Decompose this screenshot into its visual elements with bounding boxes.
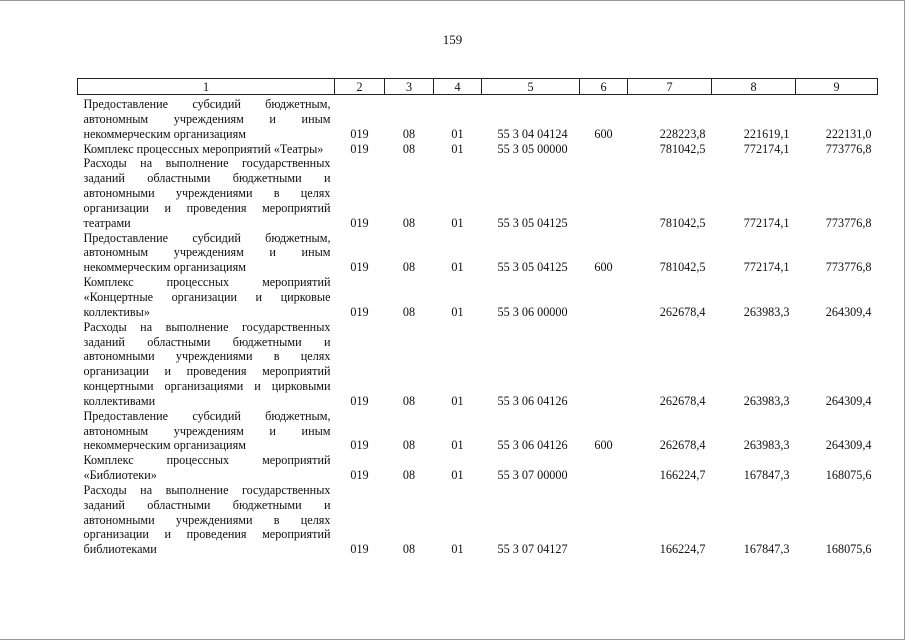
amount-col-8: 263983,3 — [743, 393, 790, 408]
page-number: 159 — [442, 32, 463, 47]
ministry-code: 019 — [350, 126, 369, 141]
amount-col-9: 773776,8 — [825, 215, 872, 230]
section-code: 08 — [402, 468, 416, 483]
subsection-code: 01 — [451, 141, 464, 156]
target-article-code: 55 3 05 04125 — [497, 215, 568, 230]
amount-col-9: 773776,8 — [825, 260, 872, 275]
expense-type-code — [580, 483, 628, 557]
section-code: 08 — [402, 304, 416, 319]
expense-type-code — [580, 275, 628, 320]
row-name: Комплекс процессных мероприятий «Библиотеки» — [83, 453, 331, 483]
amount-col-7: 166224,7 — [659, 468, 706, 483]
expense-type-code — [580, 142, 628, 157]
table-row — [78, 409, 878, 454]
header-col-5: 5 — [482, 79, 580, 95]
subsection-code: 01 — [451, 542, 464, 557]
amount-col-7: 166224,7 — [659, 542, 706, 557]
ministry-code: 019 — [350, 304, 369, 319]
amount-col-9: 264309,4 — [825, 438, 872, 453]
table-row — [78, 453, 878, 483]
amount-col-8: 772174,1 — [743, 141, 790, 156]
expense-type-code: 600 — [594, 126, 613, 141]
amount-col-8: 167847,3 — [743, 468, 790, 483]
ministry-code: 019 — [350, 542, 369, 557]
section-code: 08 — [402, 126, 416, 141]
row-name: Предоставление субсидий бюджетным, автономным учреждениям и иным некоммерческим организациям — [83, 408, 331, 453]
header-col-3: 3 — [385, 79, 434, 95]
row-name: Комплекс процессных мероприятий «Театры» — [83, 141, 324, 156]
amount-col-7: 262678,4 — [659, 393, 706, 408]
table-row — [78, 275, 878, 320]
target-article-code: 55 3 06 04126 — [497, 393, 568, 408]
amount-col-7: 781042,5 — [659, 141, 706, 156]
section-code: 08 — [402, 141, 416, 156]
expense-type-code — [580, 156, 628, 230]
amount-col-9: 168075,6 — [825, 468, 872, 483]
amount-col-7: 262678,4 — [659, 438, 706, 453]
ministry-code: 019 — [350, 260, 369, 275]
table-row — [78, 156, 878, 230]
ministry-code: 019 — [350, 393, 369, 408]
amount-col-9: 264309,4 — [825, 393, 872, 408]
header-col-1: 1 — [78, 79, 335, 95]
target-article-code: 55 3 04 04124 — [497, 126, 568, 141]
target-article-code: 55 3 05 00000 — [497, 141, 568, 156]
amount-col-9: 222131,0 — [825, 126, 872, 141]
amount-col-9: 264309,4 — [825, 304, 872, 319]
row-name: Расходы на выполнение государственных заданий областными бюджетными и автономными учреждениями в целях организации и проведения мероприятий театрами — [83, 156, 331, 230]
amount-col-8: 772174,1 — [743, 260, 790, 275]
subsection-code: 01 — [451, 126, 464, 141]
amount-col-9: 168075,6 — [825, 542, 872, 557]
row-name: Расходы на выполнение государственных заданий областными бюджетными и автономными учреждениями в целях организации и проведения мероприятий библиотеками — [83, 482, 331, 557]
budget-table — [77, 78, 878, 557]
target-article-code: 55 3 05 04125 — [497, 260, 568, 275]
amount-col-8: 263983,3 — [743, 304, 790, 319]
expense-type-code — [580, 320, 628, 409]
section-code: 08 — [402, 260, 416, 275]
amount-col-8: 263983,3 — [743, 438, 790, 453]
header-row — [78, 79, 878, 95]
ministry-code: 019 — [350, 468, 369, 483]
table-row — [78, 320, 878, 409]
target-article-code: 55 3 07 04127 — [497, 542, 568, 557]
row-name: Предоставление субсидий бюджетным, автономным учреждениям и иным некоммерческим организациям — [83, 230, 331, 275]
table-row — [78, 95, 878, 142]
row-name: Предоставление субсидий бюджетным, автономным учреждениям и иным некоммерческим организациям — [83, 97, 331, 141]
row-name: Расходы на выполнение государственных заданий областными бюджетными и автономными учреждениями в целях организации и проведения мероприятий концертными организациями и цирковыми коллективами — [83, 319, 331, 408]
header-col-9: 9 — [796, 79, 878, 95]
table-row — [78, 483, 878, 557]
subsection-code: 01 — [451, 215, 464, 230]
amount-col-7: 781042,5 — [659, 260, 706, 275]
section-code: 08 — [402, 438, 416, 453]
section-code: 08 — [402, 215, 416, 230]
subsection-code: 01 — [451, 468, 464, 483]
amount-col-7: 781042,5 — [659, 215, 706, 230]
amount-col-8: 167847,3 — [743, 542, 790, 557]
section-code: 08 — [402, 393, 416, 408]
subsection-code: 01 — [451, 438, 464, 453]
expense-type-code: 600 — [594, 260, 613, 275]
target-article-code: 55 3 06 04126 — [497, 438, 568, 453]
section-code: 08 — [402, 542, 416, 557]
target-article-code: 55 3 07 00000 — [497, 468, 568, 483]
ministry-code: 019 — [350, 141, 369, 156]
row-name: Комплекс процессных мероприятий «Концертные организации и цирковые коллективы» — [83, 275, 331, 319]
amount-col-7: 262678,4 — [659, 304, 706, 319]
expense-type-code — [580, 453, 628, 483]
ministry-code: 019 — [350, 438, 369, 453]
header-col-7: 7 — [628, 79, 712, 95]
header-col-6: 6 — [580, 79, 628, 95]
subsection-code: 01 — [451, 260, 464, 275]
table-row — [78, 231, 878, 276]
amount-col-7: 228223,8 — [659, 126, 706, 141]
ministry-code: 019 — [350, 215, 369, 230]
target-article-code: 55 3 06 00000 — [497, 304, 568, 319]
expense-type-code: 600 — [594, 438, 613, 453]
table-row — [78, 142, 878, 157]
header-col-4: 4 — [434, 79, 482, 95]
subsection-code: 01 — [451, 393, 464, 408]
amount-col-9: 773776,8 — [825, 141, 872, 156]
header-col-2: 2 — [335, 79, 385, 95]
amount-col-8: 772174,1 — [743, 215, 790, 230]
header-col-8: 8 — [712, 79, 796, 95]
subsection-code: 01 — [451, 304, 464, 319]
amount-col-8: 221619,1 — [743, 126, 790, 141]
